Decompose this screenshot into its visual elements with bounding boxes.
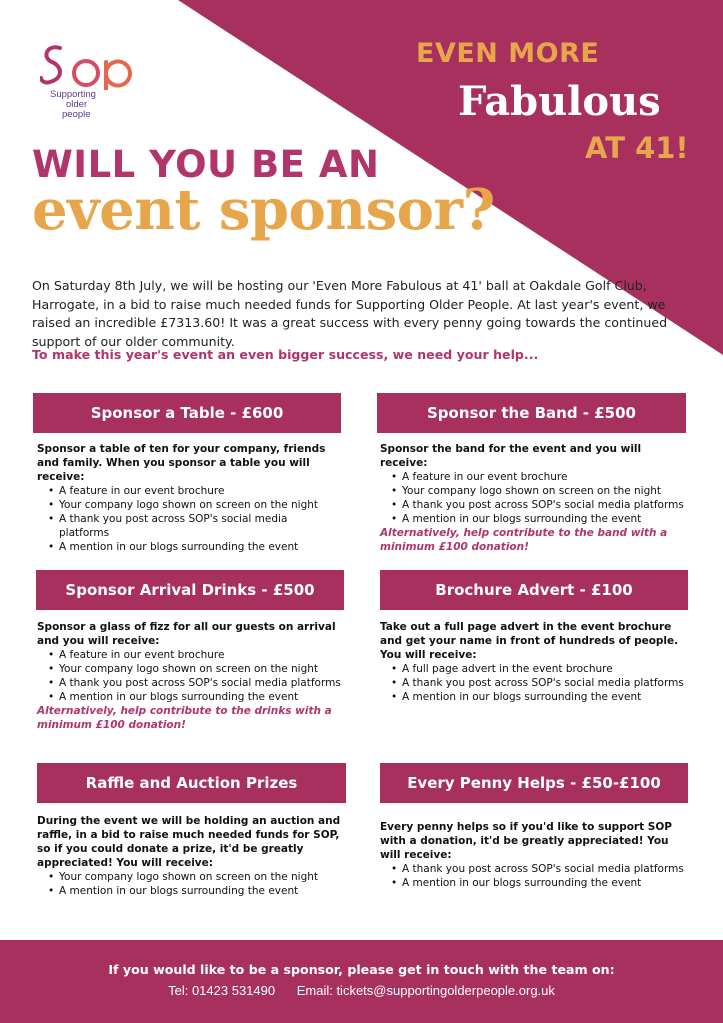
footer-title: If you would like to be a sponsor, please get in touch with the team on: [108, 962, 615, 977]
card-table-title: Sponsor a Table - £600 [90, 404, 284, 422]
question-line-2: event sponsor? [32, 177, 495, 243]
list-item: • A full page advert in the event brochure [391, 662, 685, 676]
card-penny-header [380, 763, 688, 803]
card-brochure-list [391, 662, 685, 704]
card-brochure-title: Brochure Advert - £100 [435, 581, 633, 599]
list-item: • A thank you post across SOP's social media platforms [48, 512, 337, 540]
card-band-list [391, 470, 690, 526]
logo-line-1: Supporting [50, 89, 96, 100]
list-item: • A mention in our blogs surrounding the event [391, 876, 690, 890]
list-item: • A mention in our blogs surrounding the event [48, 540, 337, 554]
list-item: • Your company logo shown on screen on the night [391, 484, 690, 498]
card-band-title: Sponsor the Band - £500 [426, 404, 636, 422]
card-brochure-header [380, 570, 688, 610]
list-item: • A thank you post across SOP's social media platforms [48, 676, 342, 690]
question-line-1: WILL YOU BE AN [32, 143, 380, 186]
intro-paragraph: On Saturday 8th July, we will be hosting our 'Even More Fabulous at 41' ball at Oakdale Golf Club, Harrogate, in a bid to raise much needed funds for Supporting Older People. At last year's event, we raised an incredible £7313.60! It was a great success with every penny going towards the continued support of our older community. [32, 278, 668, 349]
card-penny-lead: Every penny helps so if you'd like to support SOP with a donation, it'd be greatly appreciated! You will receive: [380, 821, 672, 861]
list-item: • A thank you post across SOP's social media platforms [391, 498, 690, 512]
hero-line-at41: AT 41! [585, 131, 689, 165]
list-item: • Your company logo shown on screen on the night [48, 870, 343, 884]
list-item: • A mention in our blogs surrounding the event [48, 884, 343, 898]
list-item: • A mention in our blogs surrounding the event [391, 512, 690, 526]
card-brochure-body [380, 620, 685, 704]
card-band-lead: Sponsor the band for the event and you will receive: [380, 443, 642, 469]
card-raffle-body [37, 814, 343, 898]
card-drinks-body [37, 620, 342, 732]
card-penny-body [380, 820, 690, 890]
logo-line-3: people [62, 109, 91, 120]
card-drinks-list [48, 648, 342, 704]
logo-line-2: older [66, 99, 88, 110]
card-penny-list [391, 862, 690, 890]
card-table-list [48, 484, 337, 554]
list-item: • A mention in our blogs surrounding the event [48, 690, 342, 704]
card-brochure-lead: Take out a full page advert in the event brochure and get your name in front of hundreds of people. You will receive: [380, 621, 679, 661]
footer-email[interactable]: Email: tickets@supportingolderpeople.org.uk [296, 983, 555, 998]
card-drinks-header [36, 570, 344, 610]
list-item: • A thank you post across SOP's social media platforms [391, 862, 690, 876]
card-raffle-lead: During the event we will be holding an auction and raffle, in a bid to raise much needed funds for SOP, so if you could donate a prize, it'd be greatly appreciated! You will receive: [37, 815, 341, 869]
card-table-body [37, 442, 337, 554]
intro-call-to-action: To make this year's event an even bigger success, we need your help... [32, 347, 539, 362]
card-raffle-title: Raffle and Auction Prizes [85, 774, 298, 792]
list-item: • A feature in our event brochure [48, 648, 342, 662]
card-band-header [377, 393, 686, 433]
sop-logo-text [50, 90, 96, 120]
sop-logo [40, 42, 150, 122]
sop-logo-mark [40, 42, 136, 90]
list-item: • Your company logo shown on screen on the night [48, 498, 337, 512]
card-table-lead: Sponsor a table of ten for your company, friends and family. When you sponsor a table you will receive: [37, 443, 326, 483]
list-item: • A thank you post across SOP's social media platforms [391, 676, 685, 690]
list-item: • Your company logo shown on screen on the night [48, 662, 342, 676]
card-raffle-list [48, 870, 343, 898]
footer-contact-line [0, 983, 723, 998]
hero-line-even-more: EVEN MORE [416, 38, 600, 69]
card-band-body [380, 442, 690, 554]
card-drinks-alternative: Alternatively, help contribute to the drinks with a minimum £100 donation! [37, 705, 332, 731]
list-item: • A mention in our blogs surrounding the event [391, 690, 685, 704]
card-raffle-header [37, 763, 346, 803]
card-table-header [33, 393, 341, 433]
footer-contact-banner [0, 940, 723, 1023]
hero-line-fabulous: Fabulous [458, 78, 661, 125]
card-penny-title: Every Penny Helps - £50-£100 [407, 774, 661, 792]
card-band-alternative: Alternatively, help contribute to the band with a minimum £100 donation! [380, 527, 668, 553]
list-item: • A feature in our event brochure [391, 470, 690, 484]
footer-phone[interactable]: Tel: 01423 531490 [168, 983, 276, 998]
card-drinks-title: Sponsor Arrival Drinks - £500 [65, 581, 315, 599]
list-item: • A feature in our event brochure [48, 484, 337, 498]
card-drinks-lead: Sponsor a glass of fizz for all our guests on arrival and you will receive: [37, 621, 336, 647]
